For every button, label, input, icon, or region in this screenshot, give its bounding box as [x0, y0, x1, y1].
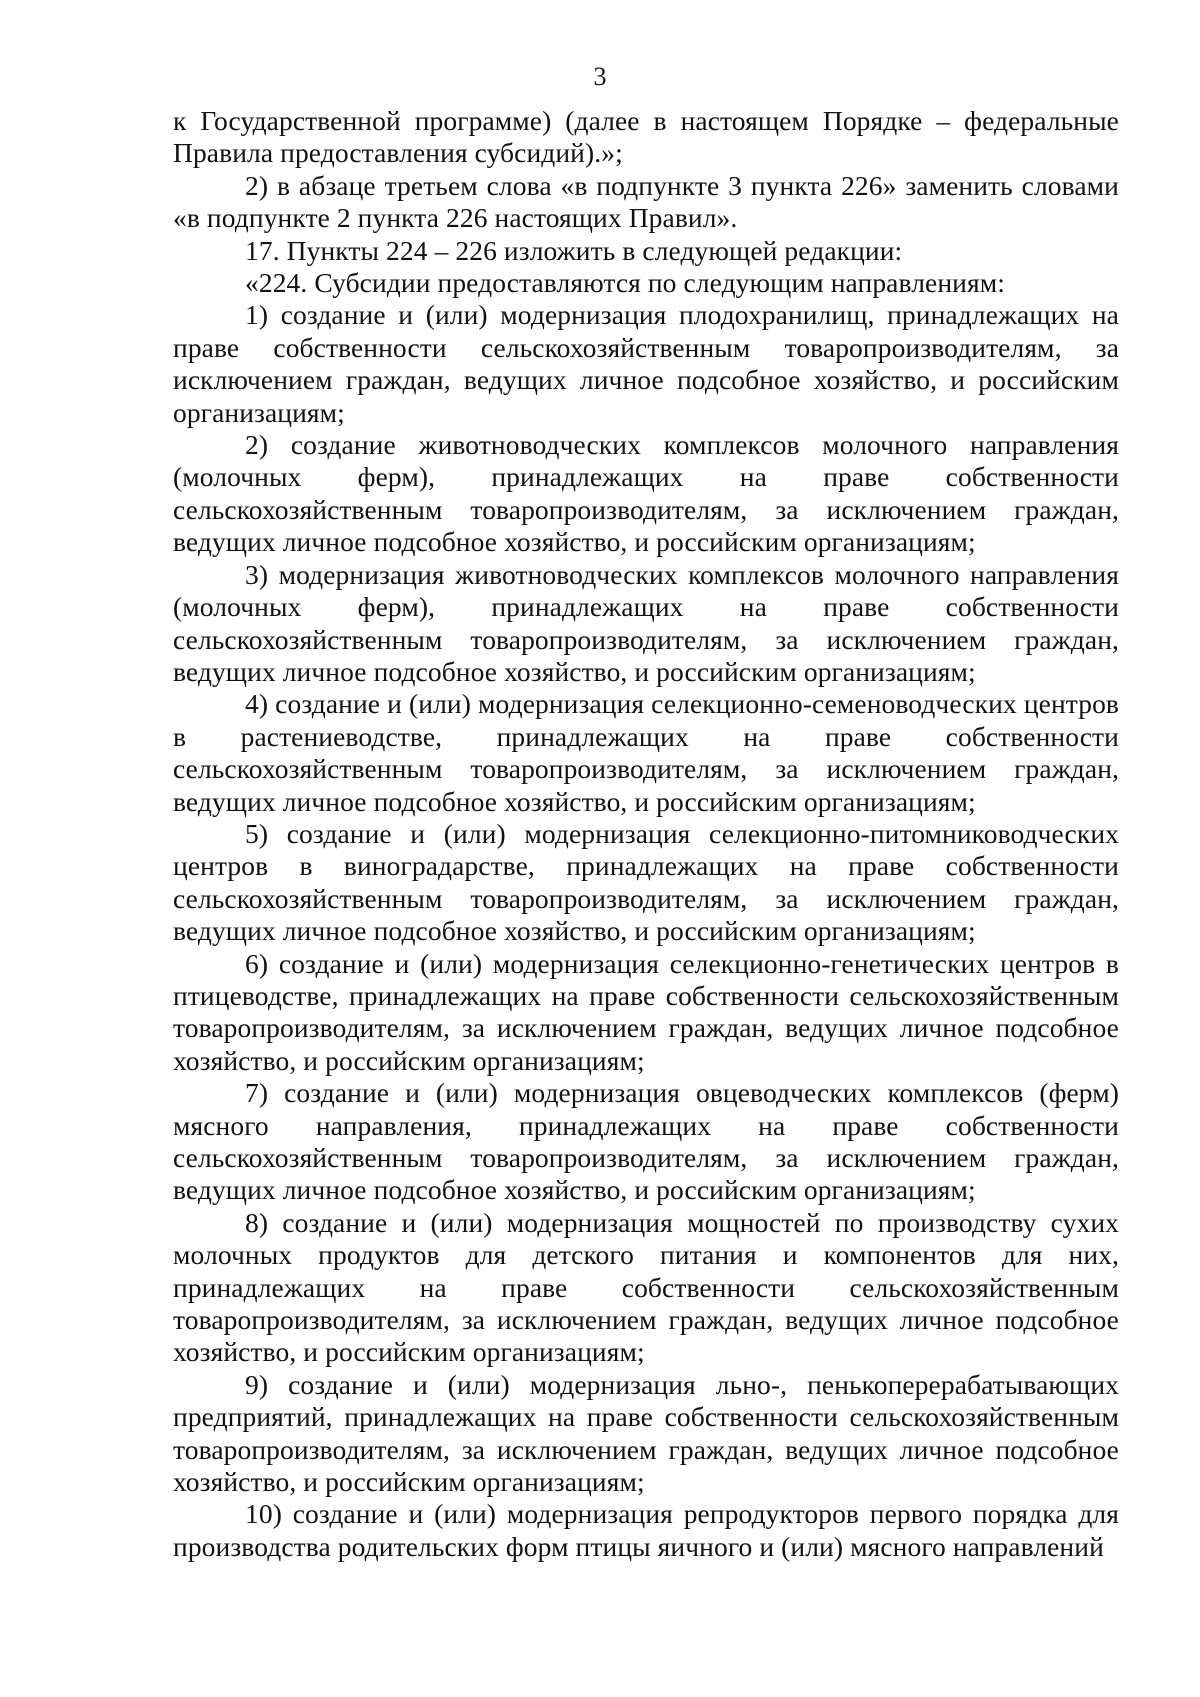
- document-body: [173, 105, 1119, 1563]
- page-number: 3: [593, 62, 607, 91]
- list-item-5: 5) создание и (или) модернизация селекционно-питомниководческих центров в виноградарстве, принадлежащих на праве собственности сельскохозяйственным товаропроизводителям, за исключением граждан, ведущих личное подсобное хозяйство, и российским организациям;: [173, 817, 1119, 947]
- paragraph-clause-224: «224. Субсидии предоставляются по следующим направлениям:: [245, 267, 1005, 299]
- list-item-4: 4) создание и (или) модернизация селекционно-семеноводческих центров в растениеводстве, принадлежащих на праве собственности сельскохозяйственным товаропроизводителям, за исключением граждан, ведущих личное подсобное хозяйство, и российским организациям;: [173, 688, 1119, 817]
- list-item-7: 7) создание и (или) модернизация овцеводческих комплексов (ферм) мясного направления, принадлежащих на праве собственности сельскохозяйственным товаропроизводителям, за исключением граждан, ведущих личное подсобное хозяйство, и российским организациям;: [173, 1077, 1119, 1206]
- paragraph-amendment-2: 2) в абзаце третьем слова «в подпункте 3 пункта 226» заменить словами «в подпункте 2 пункта 226 настоящих Правил».: [173, 169, 1119, 234]
- list-item-10: 10) создание и (или) модернизация репродукторов первого порядка для производства родительских форм птицы яичного и (или) мясного направлений: [173, 1498, 1119, 1562]
- paragraph-item-17: 17. Пункты 224 – 226 изложить в следующей редакции:: [245, 234, 903, 266]
- list-item-1: 1) создание и (или) модернизация плодохранилищ, принадлежащих на праве собственности сельскохозяйственным товаропроизводителям, за исключением граждан, ведущих личное подсобное хозяйство, и российским организациям;: [173, 299, 1119, 428]
- list-item-2: 2) создание животноводческих комплексов молочного направления (молочных ферм), принадлежащих на праве собственности сельскохозяйственным товаропроизводителям, за исключением граждан, ведущих личное подсобное хозяйство, и российским организациям;: [173, 429, 1119, 558]
- list-item-6: 6) создание и (или) модернизация селекционно-генетических центров в птицеводстве, принадлежащих на праве собственности сельскохозяйственным товаропроизводителям, за исключением граждан, ведущих личное подсобное хозяйство, и российским организациям;: [173, 947, 1119, 1076]
- paragraph-continuation: к Государственной программе) (далее в настоящем Порядке – федеральные Правила предоставления субсидий).»;: [173, 105, 1119, 169]
- list-item-8: 8) создание и (или) модернизация мощностей по производству сухих молочных продуктов для детского питания и компонентов для них, принадлежащих на праве собственности сельскохозяйственным товаропроизводителям, за исключением граждан, ведущих личное подсобное хозяйство, и российским организациям;: [173, 1206, 1119, 1368]
- list-item-3: 3) модернизация животноводческих комплексов молочного направления (молочных ферм), принадлежащих на праве собственности сельскохозяйственным товаропроизводителям, за исключением граждан, ведущих личное подсобное хозяйство, и российским организациям;: [173, 558, 1119, 687]
- list-item-9: 9) создание и (или) модернизация льно-, пенькоперерабатывающих предприятий, принадлежащих на праве собственности сельскохозяйственным товаропроизводителям, за исключением граждан, ведущих личное подсобное хозяйство, и российским организациям;: [173, 1368, 1119, 1498]
